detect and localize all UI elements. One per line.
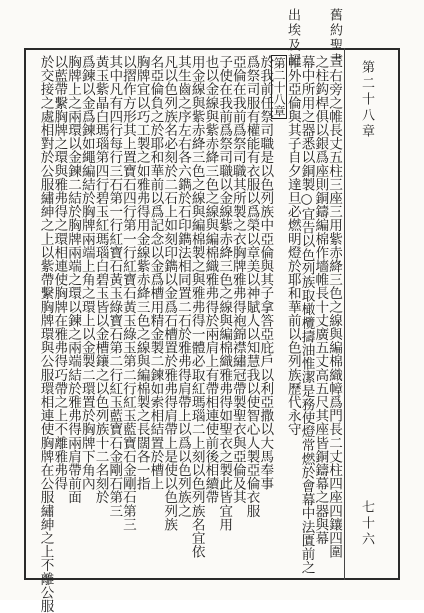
right-divider bbox=[344, 48, 345, 580]
chapter-label: 第二十八章 bbox=[359, 60, 374, 140]
text-column: 胸牌宜以巧工製之如雅弗得用金線紫赤絳三色之線與編棉製之長闊各一指 bbox=[133, 55, 150, 491]
text-column: 爲鍊以金爲鍊如繩編結於胸牌兩端上角之環上以金製二環置於胸牌下角內 bbox=[78, 55, 95, 491]
book-title: 舊約聖書 bbox=[327, 8, 342, 68]
text-column: 以藍帶繫胸牌之環與雅弗得之環相連使胸牌在雅弗得巧帶之上不離雅弗得 bbox=[51, 55, 68, 491]
section-title: 出埃及記 bbox=[285, 8, 300, 68]
text-column: 帷外亞倫與其子自夕達旦必燃明燈於耶和華前以色列族歷代永守 bbox=[284, 55, 301, 436]
text-column: 三右旁之帷長丈五柱三座三用紫赤絳三色之線與編棉織幛爲門長二丈柱四座四鑲四圍 bbox=[326, 55, 342, 559]
text-column: 於我前任祭司職是以色列族中亞倫與其子拿答亞庇戶以利亞撒以大馬奉事 bbox=[257, 55, 274, 491]
text-column: 之柱鈎桿俱以銀爲座則銅鑄編棉作墻帷長十丈廣五丈高五尺其座皆銅鑄幕之器與幕 bbox=[312, 55, 329, 545]
text-column: 於交接之處相對於公服繡紳之上以紫帶繫胸牌環與公服環相連使胸牌在公服繡紳之上不離公服 bbox=[37, 55, 54, 613]
text-column: 爲祭司服有權能有衣服以爲榮以章美以神賦人以知慧我以使智心人製亞倫衣服 bbox=[243, 55, 260, 518]
chapter-heading: 第二十八章 bbox=[272, 57, 287, 117]
text-column: 亞倫在我前爲祭司職其所製之衣胸牌雅弗得袍錦襟繡冠帶製聖衣與亞倫及其 bbox=[229, 55, 246, 504]
text-column: 其中凡有四行每行三石第一行紅寶石黃玉綠寶石第二行紅玉藍寶石金剛石第三 bbox=[106, 55, 123, 518]
text-column: 幕中所用之器悉以銅製○宜告以色列族取橄欖擣油惟潔是務使燈常燃於會幕中法匱前之 bbox=[298, 55, 315, 575]
page-number: 七十六 bbox=[359, 500, 374, 548]
text-column: 胸牌上之兩環以金鍊二結於胸牌兩端之環以鍊之兩端結於雅弗得兩肩帶前面 bbox=[65, 55, 82, 504]
text-column: 凡以色列族名必刻於二石上如刻印鐫以金爲石槽置於雅弗得肩帶上是使以色列族 bbox=[161, 55, 178, 531]
text-column: 名亞倫負之於耶和華前以爲記念以金爲槽用精金製二鍊如索相結置於槽上 bbox=[147, 55, 164, 491]
text-column: 以摺作方形其上置寶石四行第一行紅寶石黃玉綠玉第二行紅玉藍寶石金剛石第三 bbox=[119, 55, 136, 531]
text-columns bbox=[37, 55, 342, 613]
text-column: 也以金線與紫赤絳三色之線與編棉織雅弗得於兩肩上有帶相連使前後相續帶 bbox=[202, 55, 219, 504]
text-column: 黃玉紫晶白瑪瑙第四行碧玉紅瑪瑙白碧玉皆以金槽鑲之以色列族十二名刻於 bbox=[92, 55, 109, 504]
chapter-heading-column bbox=[271, 55, 285, 573]
text-column: 子使在我前爲祭司職以金線紫赤絳三色之線與編棉織雅弗得如聖衣之製此皆宜用 bbox=[216, 55, 233, 531]
text-column: 其生齒之序左右各六鐫於石印鐫法相同置二石於雅弗得肩帶上以爲以色列族之 bbox=[174, 55, 191, 518]
text-column: 用金線與紫赤絳三色之線與編棉製之與雅弗得一體必取紅瑪瑙二上刻以色列族名宜依 bbox=[188, 55, 205, 559]
